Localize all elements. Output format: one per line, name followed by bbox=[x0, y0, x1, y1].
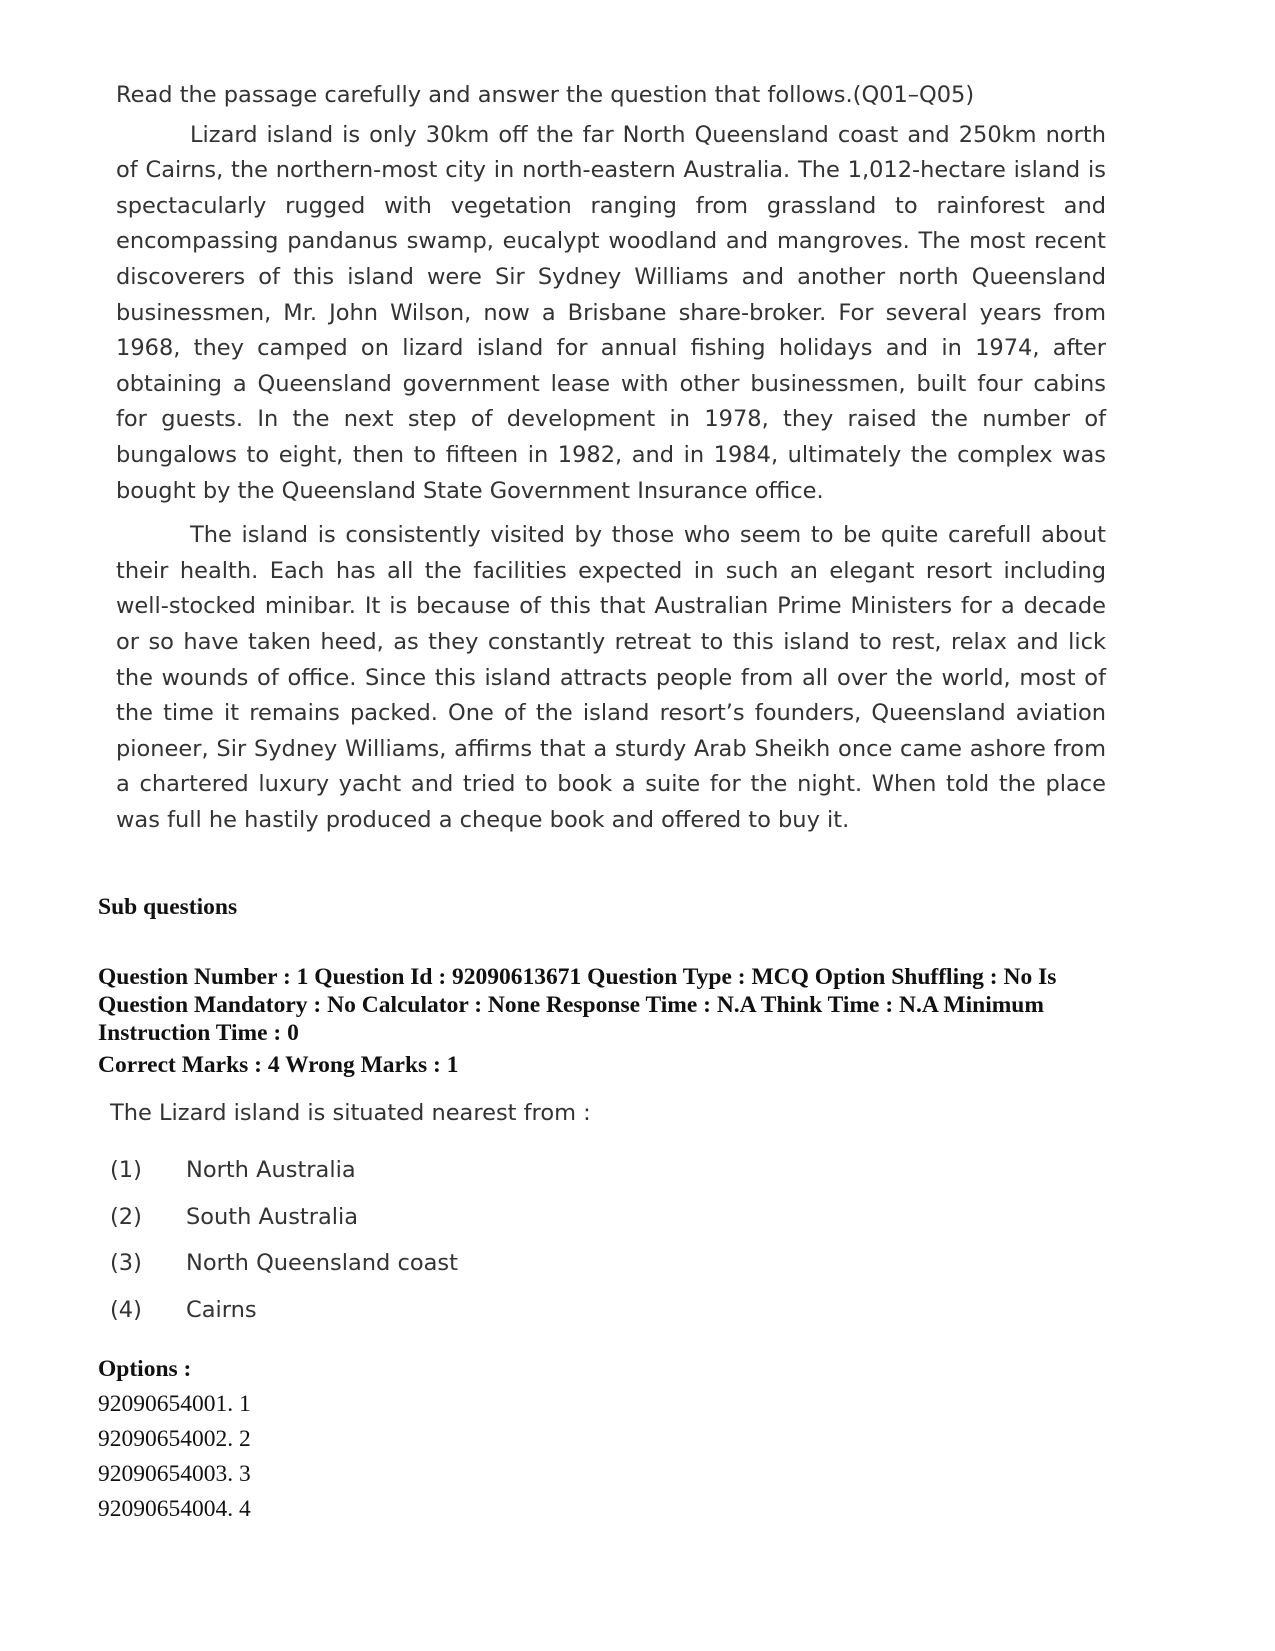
options-list bbox=[98, 1387, 251, 1527]
choice-label: South Australia bbox=[186, 1203, 359, 1230]
choice-1 bbox=[110, 1147, 458, 1194]
options-heading: Options : bbox=[98, 1356, 192, 1382]
choice-label: Cairns bbox=[186, 1296, 257, 1323]
passage-paragraph-1: Lizard island is only 30km off the far North Queensland coast and 250km north of Cairns, the northern-most city in north-eastern Australia. The 1,012-hectare island is spectacularly rugged with vegetation ranging from grassland to rainforest and encompassing pandanus swamp, eucalypt woodland and mangroves. The most recent discoverers of this island were Sir Sydney Williams and another north Queensland businessmen, Mr. John Wilson, now a Brisbane share-broker. For several years from 1968, they camped on lizard island for annual fishing holidays and in 1974, after obtaining a Queensland government lease with other businessmen, built four cabins for guests. In the next step of development in 1978, they raised the number of bungalows to eight, then to fifteen in 1982, and in 1984, ultimately the complex was bought by the Queensland State Government Insurance office. bbox=[116, 121, 1106, 504]
question-meta: Question Number : 1 Question Id : 92090613671 Question Type : MCQ Option Shuffling : No Is Question Mandatory : No Calculator : None Response Time : N.A Think Time : N.A Minimum Instruction Time : 0 bbox=[98, 964, 1057, 1046]
answer-choices bbox=[110, 1147, 458, 1333]
choice-label: North Australia bbox=[186, 1157, 356, 1184]
choice-number: (1) bbox=[110, 1157, 142, 1184]
sub-questions-heading: Sub questions bbox=[98, 894, 238, 920]
choice-4 bbox=[110, 1287, 458, 1334]
question-text: The Lizard island is situated nearest from : bbox=[110, 1100, 591, 1126]
passage bbox=[116, 78, 1106, 847]
choice-number: (3) bbox=[110, 1250, 142, 1277]
passage-paragraph-2: The island is consistently visited by those who seem to be quite carefull about their health. Each has all the facilities expected in such an elegant resort including well-stocked minibar. It is because of this that Australian Prime Ministers for a decade or so have taken heed, as they constantly retreat to this island to rest, relax and lick the wounds of office. Since this island attracts people from all over the world, most of the time it remains packed. One of the island resort’s founders, Queensland aviation pioneer, Sir Sydney Williams, affirms that a sturdy Arab Sheikh once came ashore from a chartered luxury yacht and tried to book a suite for the night. When told the place was full he hastily produced a cheque book and offered to buy it. bbox=[116, 522, 1106, 833]
passage-instruction: Read the passage carefully and answer the question that follows.(Q01–Q05) bbox=[116, 82, 975, 108]
question-marks: Correct Marks : 4 Wrong Marks : 1 bbox=[98, 1052, 459, 1078]
choice-number: (2) bbox=[110, 1203, 142, 1230]
option-item: 92090654001. 1 bbox=[98, 1391, 251, 1417]
option-item: 92090654002. 2 bbox=[98, 1426, 251, 1452]
choice-2 bbox=[110, 1194, 458, 1241]
choice-3 bbox=[110, 1240, 458, 1287]
choice-number: (4) bbox=[110, 1296, 142, 1323]
choice-label: North Queensland coast bbox=[186, 1250, 458, 1277]
option-item: 92090654003. 3 bbox=[98, 1461, 251, 1487]
option-item: 92090654004. 4 bbox=[98, 1496, 251, 1522]
